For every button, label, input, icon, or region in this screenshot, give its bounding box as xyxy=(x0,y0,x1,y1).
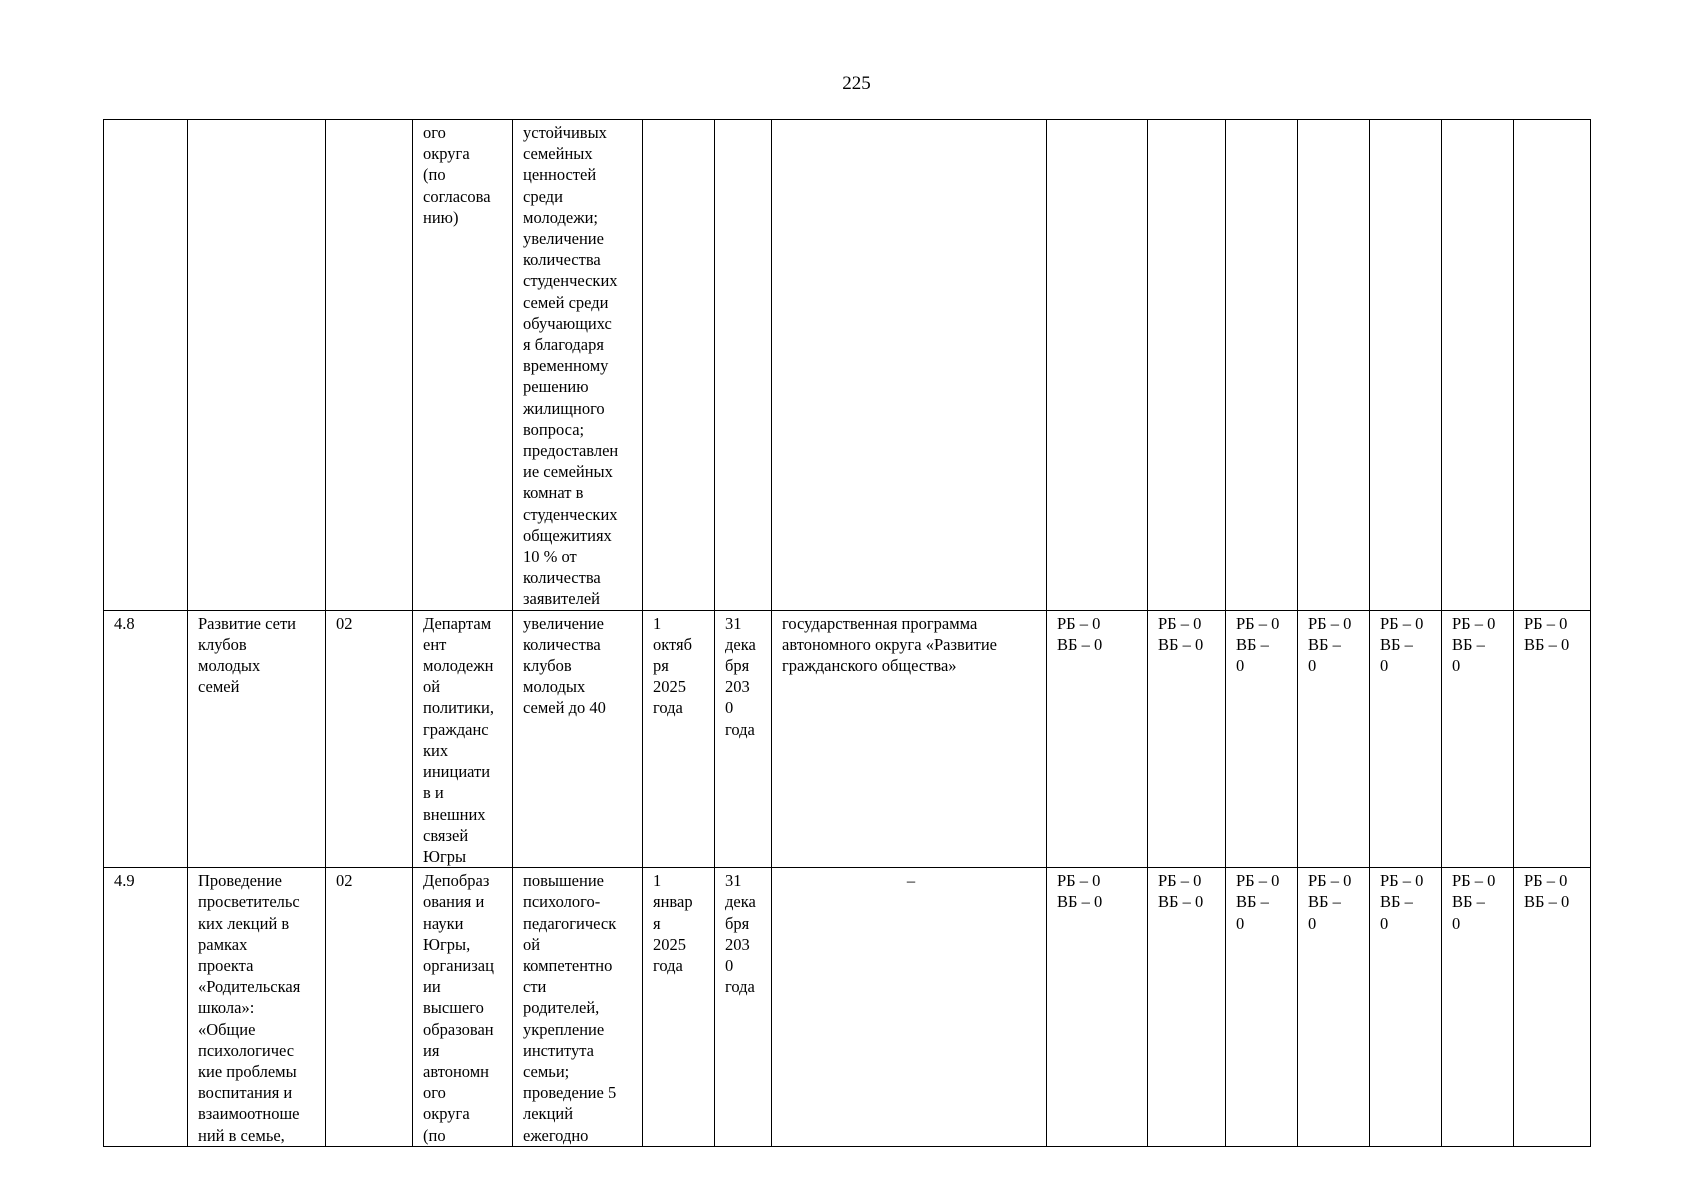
measure-name-cell: Развитие сети клубов молодых семей xyxy=(188,610,326,867)
end-date-cell: 31 дека бря 203 0 года xyxy=(715,868,772,1147)
financing-cell: РБ – 0 ВБ – 0 xyxy=(1047,610,1148,867)
result-cell: устойчивых семейных ценностей среди молодежи; увеличение количества студенческих семей среди обучающихс я благодаря временному решению жилищного вопроса; предоставлен ие семейных комнат в студенческих общежитиях 10 % от количества заявителей xyxy=(513,120,643,611)
financing-cell xyxy=(1442,120,1514,611)
financing-cell: РБ – 0 ВБ – 0 xyxy=(1226,610,1298,867)
executor-cell: Департам ент молодежн ой политики, гражданс ких инициати в и внешних связей Югры xyxy=(413,610,513,867)
program-cell: – xyxy=(772,868,1047,1147)
financing-cell xyxy=(1226,120,1298,611)
financing-cell xyxy=(1047,120,1148,611)
task-number-cell xyxy=(326,120,413,611)
financing-cell: РБ – 0 ВБ – 0 xyxy=(1148,610,1226,867)
row-number-cell: 4.8 xyxy=(104,610,188,867)
row-number-cell: 4.9 xyxy=(104,868,188,1147)
task-number-cell: 02 xyxy=(326,868,413,1147)
start-date-cell: 1 январ я 2025 года xyxy=(643,868,715,1147)
end-date-cell: 31 дека бря 203 0 года xyxy=(715,610,772,867)
financing-cell: РБ – 0 ВБ – 0 xyxy=(1148,868,1226,1147)
financing-cell: РБ – 0 ВБ – 0 xyxy=(1442,868,1514,1147)
financing-cell: РБ – 0 ВБ – 0 xyxy=(1370,610,1442,867)
table-row xyxy=(104,120,1591,611)
financing-cell: РБ – 0 ВБ – 0 xyxy=(1047,868,1148,1147)
financing-cell xyxy=(1370,120,1442,611)
financing-cell xyxy=(1514,120,1591,611)
financing-cell: РБ – 0 ВБ – 0 xyxy=(1298,610,1370,867)
task-number-cell: 02 xyxy=(326,610,413,867)
financing-cell: РБ – 0 ВБ – 0 xyxy=(1370,868,1442,1147)
row-number-cell xyxy=(104,120,188,611)
measure-name-cell xyxy=(188,120,326,611)
result-cell: повышение психолого- педагогическ ой компетентно сти родителей, укрепление института семьи; проведение 5 лекций ежегодно xyxy=(513,868,643,1147)
executor-cell: Депобраз ования и науки Югры, организац ии высшего образован ия автономн ого округа (по xyxy=(413,868,513,1147)
financing-cell: РБ – 0 ВБ – 0 xyxy=(1514,610,1591,867)
financing-cell: РБ – 0 ВБ – 0 xyxy=(1514,868,1591,1147)
executor-cell: ого округа (по согласова нию) xyxy=(413,120,513,611)
end-date-cell xyxy=(715,120,772,611)
financing-cell xyxy=(1298,120,1370,611)
measure-name-cell: Проведение просветительс ких лекций в рамках проекта «Родительская школа»: «Общие психологичес кие проблемы воспитания и взаимоотноше ний в семье, xyxy=(188,868,326,1147)
financing-cell: РБ – 0 ВБ – 0 xyxy=(1442,610,1514,867)
measures-table xyxy=(103,119,1591,1147)
table-row xyxy=(104,868,1591,1147)
result-cell: увеличение количества клубов молодых семей до 40 xyxy=(513,610,643,867)
page-number: 225 xyxy=(842,73,871,94)
table-row xyxy=(104,610,1591,867)
program-cell xyxy=(772,120,1047,611)
program-cell: государственная программа автономного округа «Развитие гражданского общества» xyxy=(772,610,1047,867)
financing-cell: РБ – 0 ВБ – 0 xyxy=(1226,868,1298,1147)
financing-cell: РБ – 0 ВБ – 0 xyxy=(1298,868,1370,1147)
start-date-cell: 1 октяб ря 2025 года xyxy=(643,610,715,867)
financing-cell xyxy=(1148,120,1226,611)
start-date-cell xyxy=(643,120,715,611)
